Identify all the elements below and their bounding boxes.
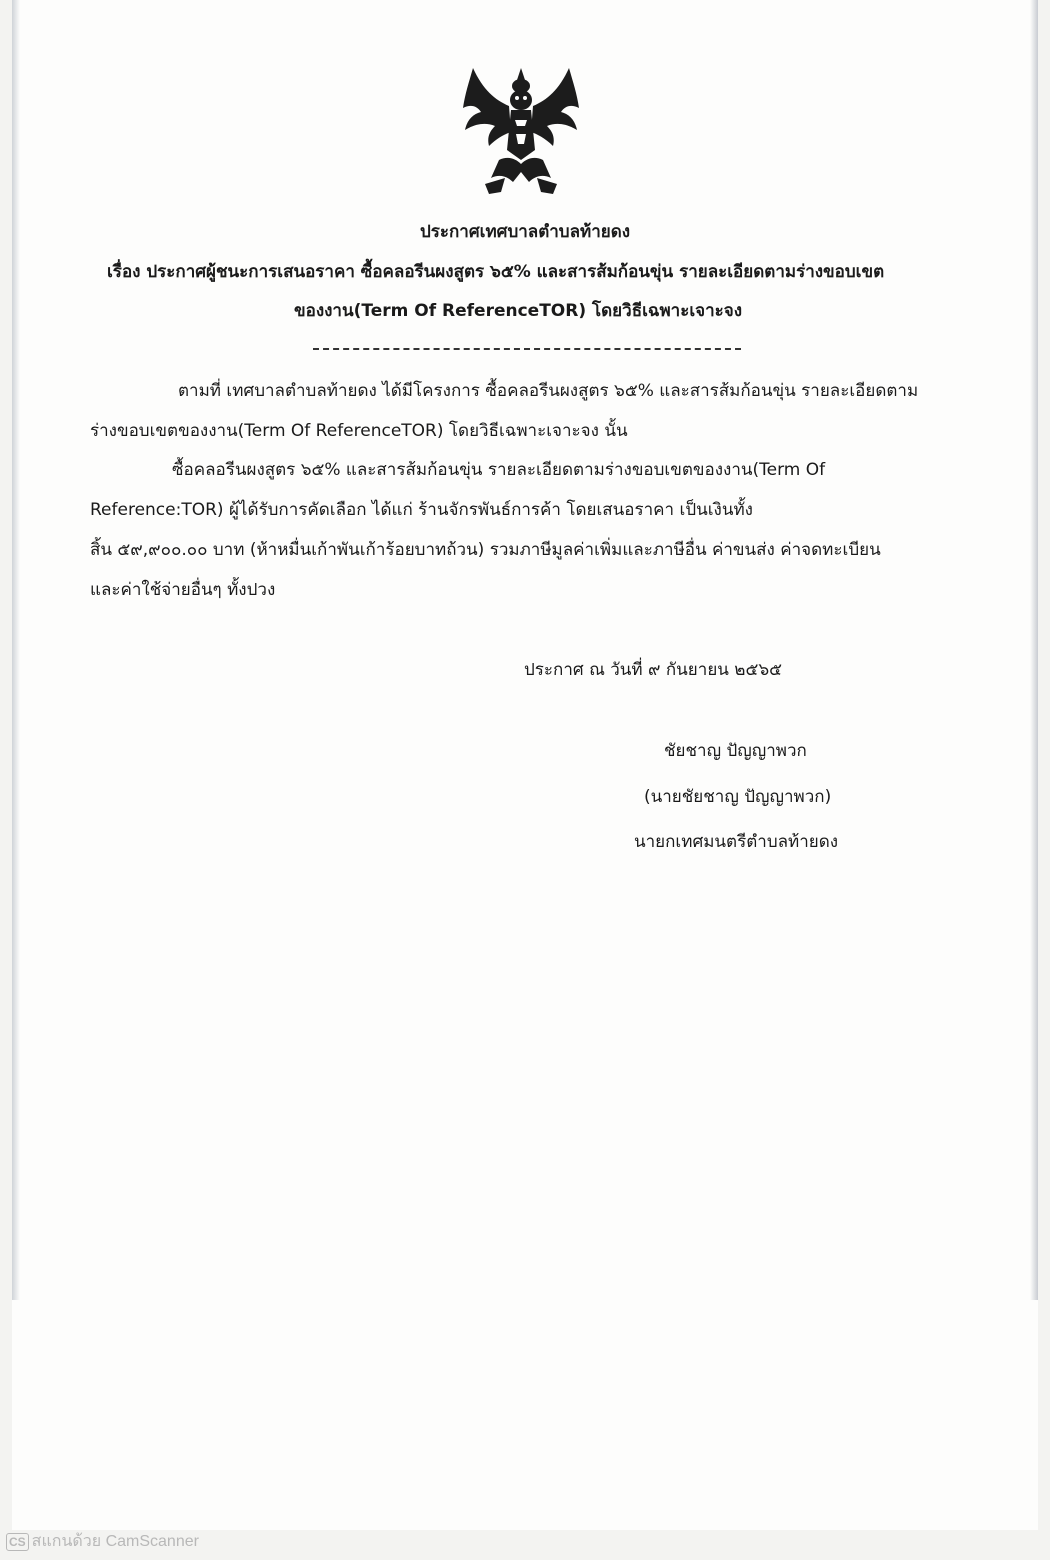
header-divider	[313, 348, 741, 350]
camscanner-logo-icon: CS	[6, 1533, 29, 1551]
printed-name: (นายชัยชาญ ปัญญาพวก)	[644, 787, 832, 807]
paragraph-2-line-3: สิ้น ๕๙,๙๐๐.๐๐ บาท (ห้าหมื่นเก้าพันเก้าร้อยบาทถ้วน) รวมภาษีมูลค่าเพิ่มและภาษีอื่น ค่าขนส่ง ค่าจดทะเบียน	[90, 540, 881, 560]
announcement-date: ประกาศ ณ วันที่ ๙ กันยายน ๒๕๖๕	[524, 660, 783, 680]
watermark-text: สแกนด้วย CamScanner	[31, 1533, 199, 1550]
signature: ชัยชาญ ปัญญาพวก	[664, 741, 807, 761]
paragraph-1-line-2: ร่างขอบเขตของงาน(Term Of ReferenceTOR) โดยวิธีเฉพาะเจาะจง นั้น	[90, 421, 628, 441]
paragraph-2-line-1: ซื้อคลอรีนผงสูตร ๖๕% และสารส้มก้อนขุ่น รายละเอียดตามร่างขอบเขตของงาน(Term Of	[172, 460, 826, 480]
page-edge-right	[1030, 0, 1038, 1300]
paragraph-2-line-2: Reference:TOR) ผู้ได้รับการคัดเลือก ได้แก่ ร้านจักรพันธ์การค้า โดยเสนอราคา เป็นเงินทั้ง	[90, 500, 753, 520]
subject-line-2: ของงาน(Term Of ReferenceTOR) โดยวิธีเฉพาะเจาะจง	[294, 301, 743, 321]
page-edge-left	[12, 0, 20, 1300]
subject-line-1: เรื่อง ประกาศผู้ชนะการเสนอราคา ซื้อคลอรีนผงสูตร ๖๕% และสารส้มก้อนขุ่น รายละเอียดตามร่างขอบเขต	[107, 262, 885, 282]
signer-position: นายกเทศมนตรีตำบลท้ายดง	[634, 832, 839, 852]
paragraph-1-line-1: ตามที่ เทศบาลตำบลท้ายดง ได้มีโครงการ ซื้อคลอรีนผงสูตร ๖๕% และสารส้มก้อนขุ่น รายละเอียดตาม	[178, 381, 919, 401]
camscanner-watermark	[6, 1529, 199, 1554]
garuda-emblem-icon	[455, 60, 587, 200]
paragraph-2-line-4: และค่าใช้จ่ายอื่นๆ ทั้งปวง	[90, 580, 276, 600]
document-title: ประกาศเทศบาลตำบลท้ายดง	[419, 222, 631, 242]
